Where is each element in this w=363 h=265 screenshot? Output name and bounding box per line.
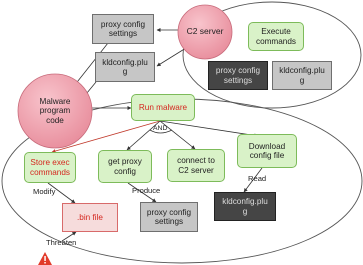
- kldconfig-bottom: kldconfig.plu g: [214, 192, 276, 221]
- kldconfig-c2: kldconfig.plu g: [272, 61, 332, 90]
- proxy-config-settings-dark: proxy config settings: [208, 61, 268, 90]
- edge-label-modify: Modify: [33, 187, 56, 196]
- store-exec-commands-box: Store exec commands: [24, 152, 76, 183]
- download-config-file-box: Download config file: [237, 134, 297, 168]
- kldconfig-left: kldconfig.plu g: [95, 52, 155, 82]
- proxy-config-settings-bottom: proxy config settings: [140, 202, 198, 232]
- edge-label-produce: Produce: [132, 186, 161, 195]
- proxy-config-settings-top: proxy config settings: [92, 14, 154, 44]
- malware-program-code-label: Malware program code: [39, 97, 71, 125]
- edge-label-read: Read: [248, 174, 267, 183]
- edge-c2-to-kldconfig-left: [157, 48, 186, 66]
- execute-commands-box: Execute commands: [248, 22, 304, 51]
- edge-label-threaten: Threaten: [46, 238, 77, 247]
- bin-file-box: .bin file: [62, 203, 118, 232]
- edge-label-and: AND: [153, 125, 168, 132]
- c2-server-label: C2 server: [186, 26, 224, 36]
- get-proxy-config-box: get proxy config: [98, 150, 152, 183]
- run-malware-box: Run malware: [131, 94, 195, 121]
- warning-triangle-icon: [38, 252, 52, 265]
- connect-to-c2-box: connect to C2 server: [167, 149, 225, 182]
